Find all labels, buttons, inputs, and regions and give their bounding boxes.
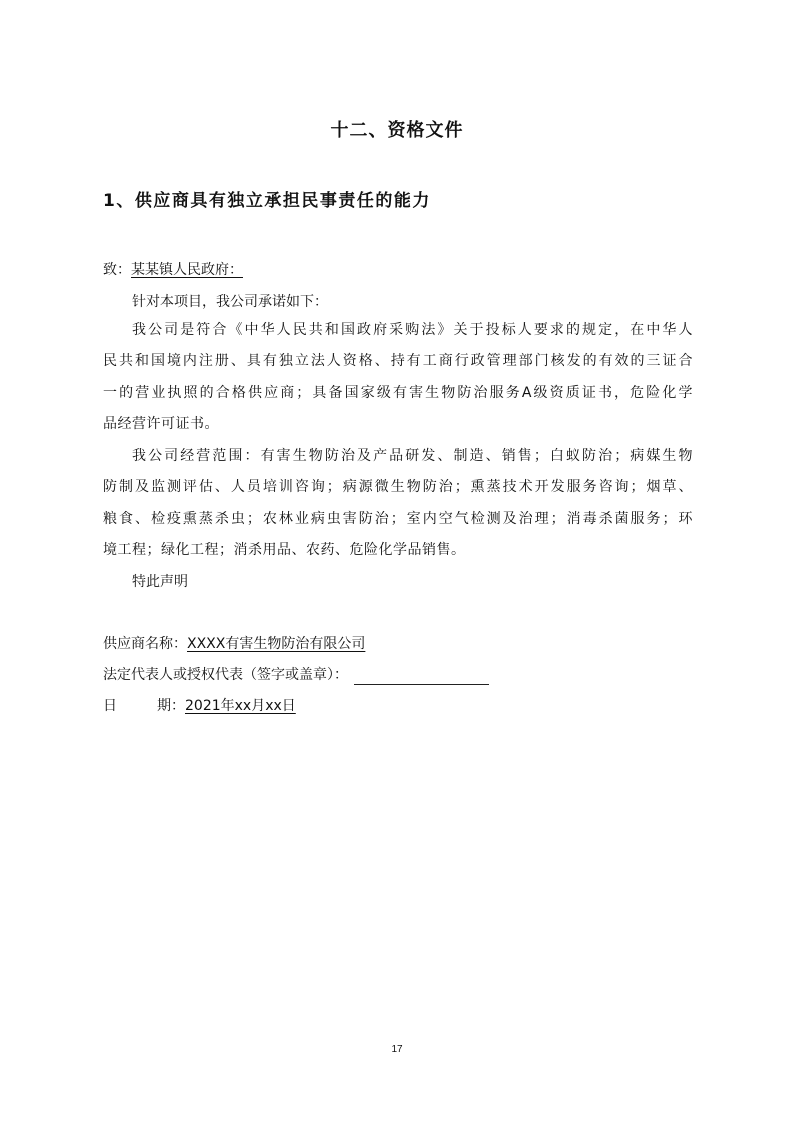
- date-line: [103, 696, 296, 716]
- para2-line-4: 境工程；绿化工程；消杀用品、农药、危险化学品销售。: [103, 542, 466, 558]
- intro-line: 针对本项目，我公司承诺如下：: [132, 294, 328, 310]
- representative-line: [103, 665, 489, 685]
- para2-line-3: 粮食、检疫熏蒸杀虫；农林业病虫害防治；室内空气检测及治理；消毒杀菌服务；环: [103, 511, 693, 527]
- supplier-line: [103, 634, 365, 654]
- addressee-line: [103, 260, 243, 280]
- para1-line-4: 品经营许可证书。: [103, 416, 219, 432]
- closing-statement: 特此声明: [132, 574, 188, 590]
- section-heading: 1、供应商具有独立承担民事责任的能力: [103, 191, 431, 211]
- document-title: 十二、资格文件: [330, 120, 464, 141]
- date-label-part2: 期：: [157, 698, 185, 714]
- para1-line-3: 一的营业执照的合格供应商；具备国家级有害生物防治服务A级资质证书，危险化学: [103, 385, 693, 401]
- representative-label: 法定代表人或授权代表（签字或盖章）：: [103, 667, 348, 683]
- addressee-name: 某某镇人民政府：: [131, 262, 243, 278]
- date-value: 2021年xx月xx日: [185, 698, 296, 714]
- date-label-part1: 日: [103, 698, 117, 714]
- supplier-name: XXXX有害生物防治有限公司: [187, 636, 366, 652]
- para2-line-1: 我公司经营范围：有害生物防治及产品研发、制造、销售；白蚁防治；病媒生物: [132, 448, 693, 464]
- para1-line-2: 民共和国境内注册、具有独立法人资格、持有工商行政管理部门核发的有效的三证合: [103, 353, 693, 369]
- page-number: 17: [391, 1044, 403, 1055]
- signature-blank: [354, 670, 489, 685]
- addressee-label: 致：: [103, 262, 131, 278]
- para2-line-2: 防制及监测评估、人员培训咨询；病源微生物防治；熏蒸技术开发服务咨询；烟草、: [103, 479, 693, 495]
- para1-line-1: 我公司是符合《中华人民共和国政府采购法》关于投标人要求的规定，在中华人: [132, 322, 693, 338]
- supplier-label: 供应商名称：: [103, 636, 187, 652]
